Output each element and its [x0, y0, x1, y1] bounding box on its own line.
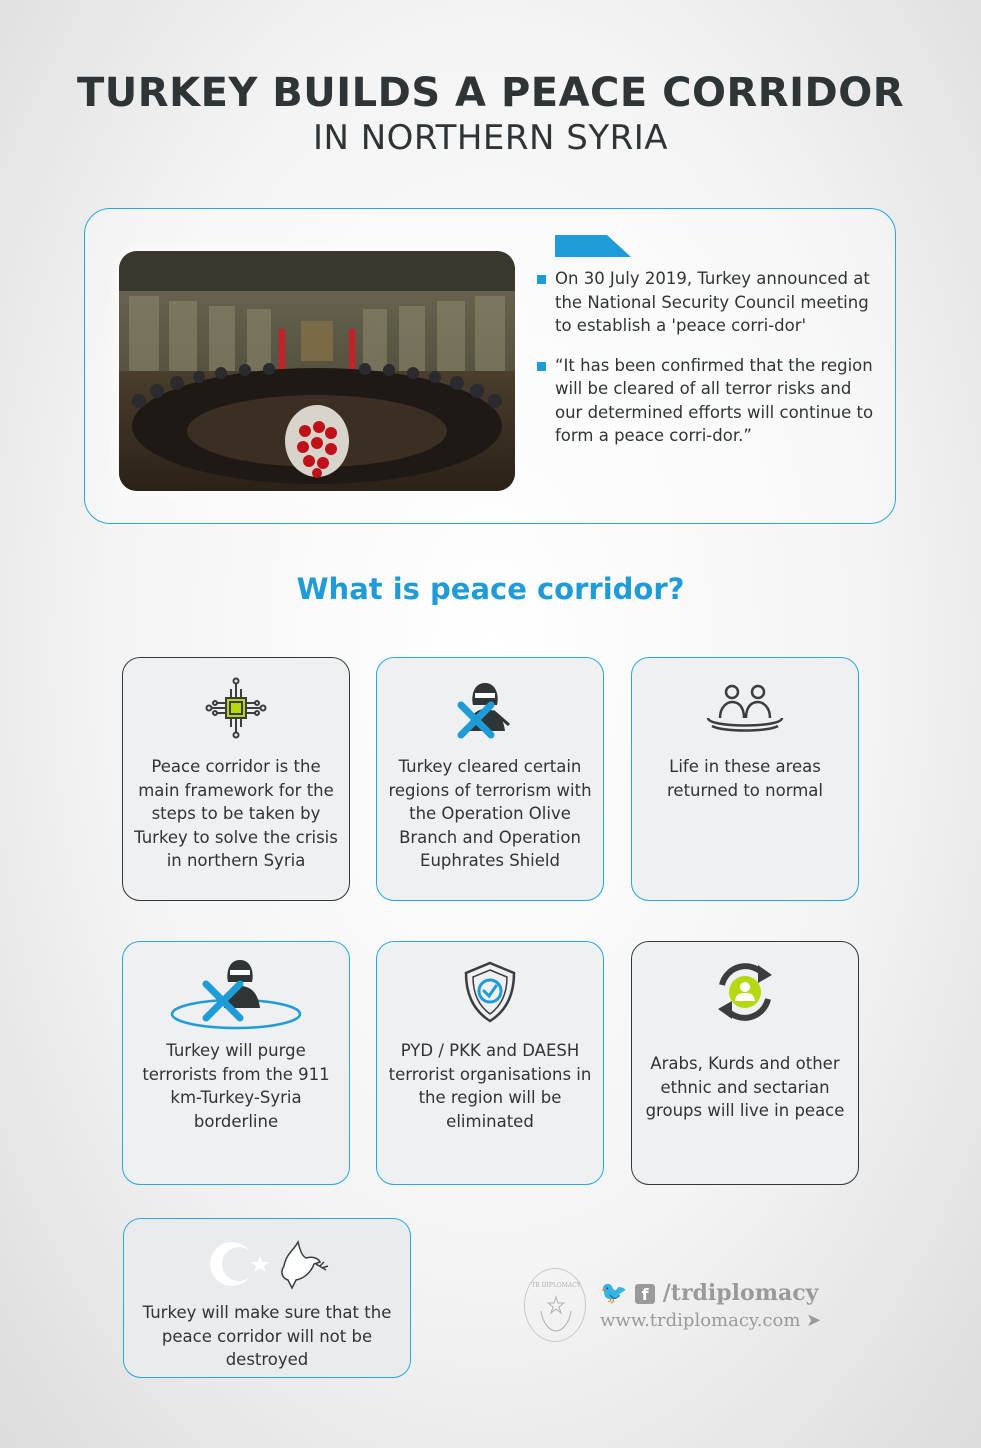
svg-text:TR DIPLOMACY: TR DIPLOMACY [531, 1282, 581, 1289]
card-text: PYD / PKK and DAESH terrorist organisations in the region will be eliminated [388, 1041, 592, 1131]
handle-text[interactable]: /trdiplomacy [662, 1280, 819, 1306]
info-card [122, 941, 350, 1185]
intro-bullet: “It has been confirmed that the region will be cleared of all terror risks and our determined efforts will continue to form a peace corri-dor.” [537, 354, 877, 448]
info-card [376, 657, 604, 901]
social-handle[interactable] [600, 1280, 818, 1306]
info-card [123, 1218, 411, 1378]
card-text: Turkey cleared certain regions of terrorism with the Operation Olive Branch and Operation Euphrates Shield [388, 757, 592, 870]
info-card [631, 941, 859, 1185]
intro-bullet: On 30 July 2019, Turkey announced at the National Security Council meeting to establish a 'peace corri-dor' [537, 267, 877, 338]
cursor-icon: ➤ [806, 1310, 822, 1331]
council-meeting-photo [119, 251, 515, 491]
twitter-icon[interactable]: 🐦 [600, 1281, 628, 1306]
info-card [631, 657, 859, 901]
person-refresh-icon [632, 954, 858, 1030]
footer-brand [524, 1268, 844, 1348]
shield-check-icon [377, 954, 603, 1030]
info-card [376, 941, 604, 1185]
intro-bullet-list [537, 267, 877, 464]
info-card [122, 657, 350, 901]
page-title: TURKEY BUILDS A PEACE CORRIDOR [77, 70, 904, 116]
seal-logo [524, 1268, 586, 1342]
intro-panel [84, 208, 896, 524]
section-heading: What is peace corridor? [296, 572, 685, 606]
card-text: Turkey will purge terrorists from the 911 km-Turkey-Syria borderline [142, 1041, 330, 1131]
terrorist-crossed-icon [377, 670, 603, 746]
card-text: Life in these areas returned to normal [667, 757, 823, 800]
page-subtitle: IN NORTHERN SYRIA [312, 118, 669, 158]
card-text: Peace corridor is the main framework for the steps to be taken by Turkey to solve the crisis in northern Syria [134, 757, 338, 870]
card-text: Arabs, Kurds and other ethnic and sectarian groups will live in peace [645, 1054, 845, 1120]
circuit-chip-icon [123, 670, 349, 746]
people-icon [632, 670, 858, 746]
terrorist-crossed-ring-icon [123, 954, 349, 1030]
website-link[interactable] [600, 1310, 821, 1331]
website-text[interactable]: www.trdiplomacy.com [600, 1310, 801, 1331]
card-text: Turkey will make sure that the peace corridor will not be destroyed [142, 1303, 392, 1369]
accent-tab-shape [555, 235, 631, 257]
crescent-star-dove-icon [124, 1233, 410, 1295]
facebook-icon[interactable]: f [635, 1284, 655, 1304]
